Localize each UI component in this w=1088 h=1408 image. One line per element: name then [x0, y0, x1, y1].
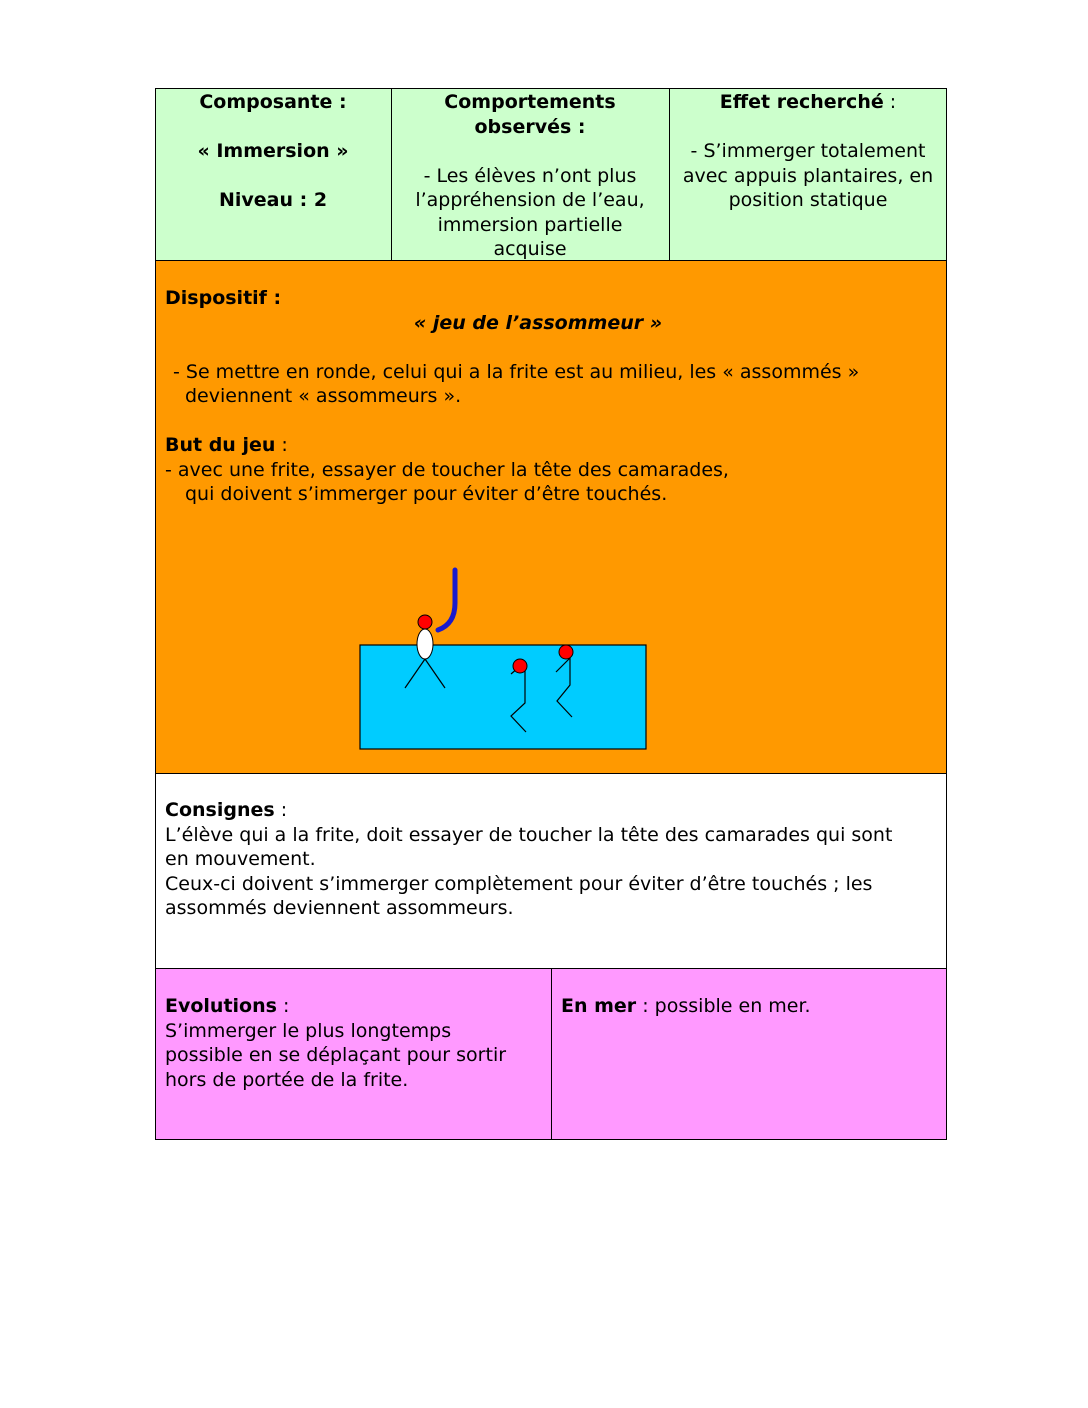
pool — [360, 645, 646, 749]
observed-behaviors-cell — [399, 90, 661, 262]
en-mer-text — [561, 994, 941, 1019]
game-illustration — [350, 558, 660, 758]
divider-header — [155, 260, 947, 261]
observed-behaviors-title: Comportements observés : — [444, 91, 616, 138]
divider-header-col1 — [391, 88, 392, 260]
en-mer-colon: : — [636, 995, 649, 1017]
activity-sheet — [155, 88, 947, 1140]
border-top — [155, 88, 947, 89]
goal-colon: : — [275, 434, 288, 456]
level-label: Niveau : 2 — [218, 189, 328, 211]
evolutions-line-2: possible en se déplaçant pour sortir — [165, 1044, 507, 1066]
noodle — [438, 570, 455, 630]
goal-label: But du jeu — [165, 434, 276, 456]
evolutions-label: Evolutions — [165, 995, 277, 1017]
evolutions-line-3: hors de portée de la frite. — [165, 1068, 409, 1091]
evolutions-line-1: S’immerger le plus longtemps — [165, 1019, 452, 1042]
expected-effect-text: - S’immerger totalement avec appuis plantaires, en position statique — [682, 140, 934, 211]
consignes-colon: : — [274, 799, 288, 821]
consignes-label: Consignes — [165, 799, 275, 821]
evolutions-colon: : — [276, 995, 290, 1017]
component-name: « Immersion » — [197, 140, 349, 162]
expected-effect-colon: : — [883, 91, 897, 113]
divider-bottom-cols — [551, 968, 552, 1140]
goal-line-1: - avec une frite, essayer de toucher la tête des camarades, — [165, 458, 729, 481]
divider-dispositif — [155, 773, 947, 774]
game-title: « jeu de l’assommeur » — [413, 311, 663, 334]
consignes-line-4: assommés deviennent assommeurs. — [165, 897, 514, 919]
observed-behaviors-text: - Les élèves n’ont plus l’appréhension de l’eau, immersion partielle acquise — [415, 164, 645, 260]
divider-header-col2 — [669, 88, 670, 260]
en-mer-label: En mer — [561, 995, 637, 1017]
goal-line-2: qui doivent s’immerger pour éviter d’être touchés. — [185, 483, 668, 505]
dispositif-label: Dispositif : — [165, 287, 282, 309]
dispositif-line-1: - Se mettre en ronde, celui qui a la frite est au milieu, les « assommés » — [173, 360, 860, 383]
component-cell — [155, 90, 391, 213]
dispositif-text — [165, 286, 937, 507]
border-left — [155, 88, 156, 1140]
dispositif-line-2: deviennent « assommeurs ». — [185, 385, 462, 407]
consignes-line-3: Ceux-ci doivent s’immerger complètement pour éviter d’être touchés ; les — [165, 872, 873, 895]
border-right — [946, 88, 947, 1140]
consignes-line-1: L’élève qui a la frite, doit essayer de toucher la tête des camarades qui sont — [165, 823, 893, 846]
consignes-line-2: en mouvement. — [165, 848, 316, 870]
expected-effect-cell — [674, 90, 942, 213]
component-label: Composante : — [199, 91, 347, 113]
evolutions-text — [165, 994, 545, 1092]
expected-effect-title: Effet recherché — [719, 91, 884, 113]
en-mer-value: possible en mer. — [648, 995, 811, 1017]
consignes-text — [165, 798, 945, 921]
